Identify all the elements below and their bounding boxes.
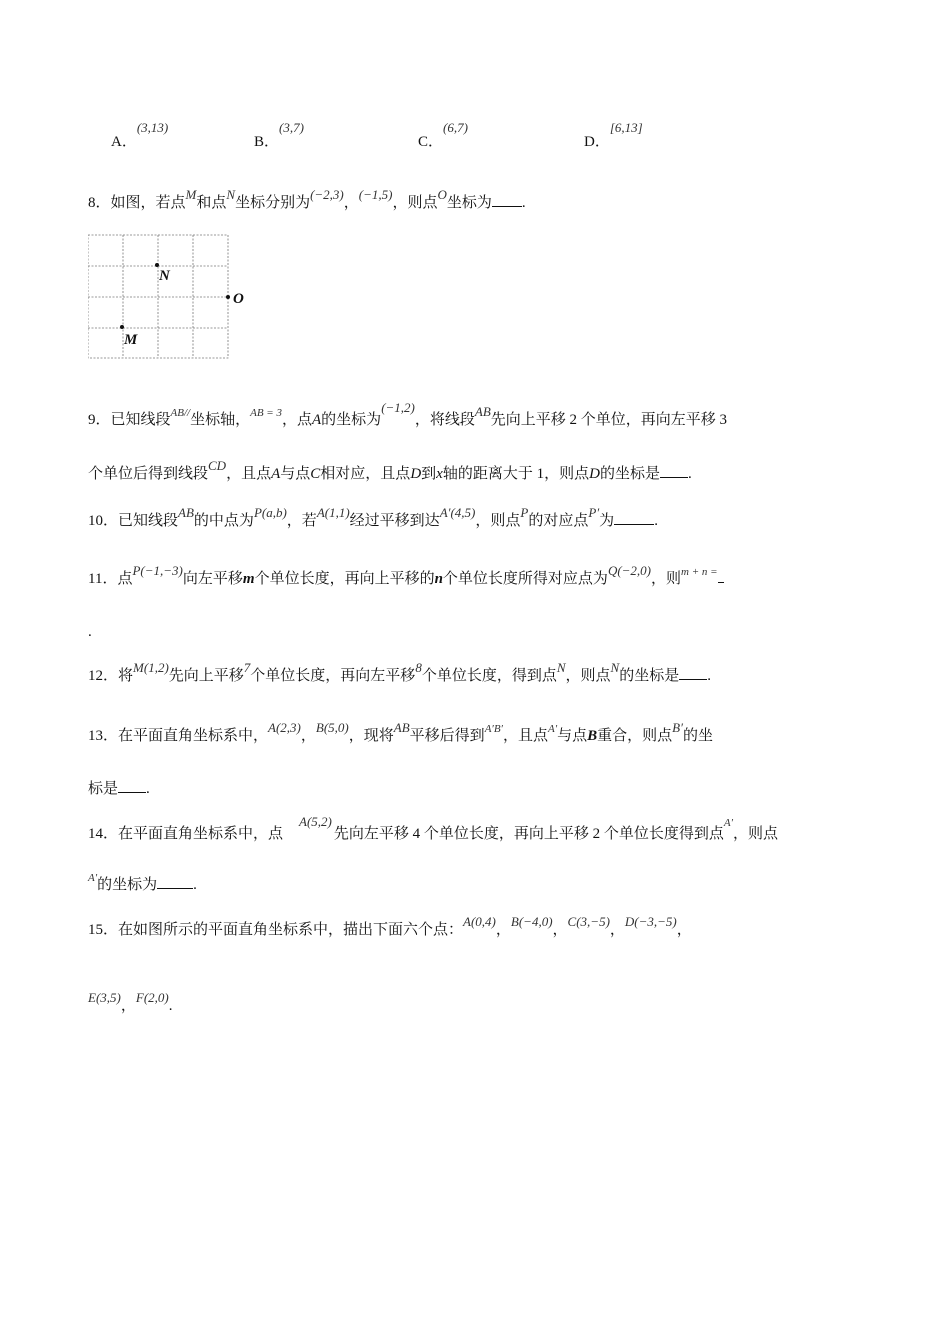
option-a-label: A． — [111, 134, 137, 150]
q9-point-a: A — [312, 412, 322, 428]
q13-ab-prime: A′B′ — [484, 723, 503, 735]
q15-sep: ， — [120, 998, 136, 1014]
point-m-dot — [120, 325, 124, 329]
point-n-dot — [155, 263, 159, 267]
q14-text: 的坐标为 — [97, 877, 158, 893]
q8-answer-blank[interactable] — [492, 192, 522, 207]
q14-text: 在平面直角坐标系中，点 — [118, 826, 284, 842]
q10-text: ，若 — [286, 513, 317, 529]
q9-text: ，点 — [281, 412, 312, 428]
q10-p-coord: P(a,b) — [253, 505, 287, 520]
q8-point-o: O — [437, 187, 447, 202]
q13-number: 13． — [88, 728, 119, 744]
option-a-value: (3,13) — [136, 120, 169, 135]
question-8 — [88, 187, 526, 213]
question-13-line-1 — [88, 720, 713, 747]
q15-sep: ， — [495, 922, 511, 938]
q10-end: . — [654, 513, 658, 529]
q10-answer-blank[interactable] — [614, 510, 654, 525]
q13-text: 平移后得到 — [409, 728, 485, 744]
q9-text: ，且点 — [226, 466, 272, 482]
q15-point-d: D(−3,−5) — [624, 914, 677, 929]
q13-text: 在平面直角坐标系中， — [118, 728, 269, 744]
q15-text: 在如图所示的平面直角坐标系中，描出下面六个点： — [118, 922, 464, 938]
q12-text: ，则点 — [565, 668, 611, 684]
q12-text: 将 — [118, 668, 134, 684]
option-d-label: D． — [584, 134, 610, 150]
q14-point-a-prime: A′ — [723, 817, 734, 829]
q13-point-b: B — [587, 728, 598, 744]
question-12 — [88, 660, 711, 686]
q13-answer-blank[interactable] — [118, 778, 146, 793]
q12-text: 的坐标是 — [619, 668, 680, 684]
q9-text: 已知线段 — [110, 412, 171, 428]
q9-answer-blank[interactable] — [660, 463, 688, 478]
q11-end: . — [88, 624, 92, 640]
q9-point-d: D — [589, 466, 600, 482]
q13-point-b-prime: B′ — [672, 720, 683, 735]
q12-answer-blank[interactable] — [679, 665, 707, 680]
q8-n-coord: (−1,5) — [358, 187, 393, 202]
q14-text: ，则点 — [733, 826, 779, 842]
option-b-label: B． — [254, 134, 280, 150]
q10-text: 的中点为 — [193, 513, 254, 529]
q8-text: 坐标为 — [446, 195, 492, 211]
q11-p-coord: P(−1,−3) — [132, 563, 183, 578]
q13-a-coord: A(2,3) — [268, 720, 301, 735]
q12-end: . — [707, 668, 711, 684]
q9-end: . — [687, 466, 692, 482]
point-o-dot — [226, 295, 230, 299]
q9-text: 个单位后得到线段 — [88, 466, 209, 482]
q9-text: 坐标轴， — [190, 412, 251, 428]
q15-point-e: E(3,5) — [88, 990, 121, 1005]
q13-text: 标是 — [88, 781, 119, 797]
q10-text: 经过平移到达 — [349, 513, 440, 529]
q12-eight: 8 — [415, 660, 422, 675]
q14-a-coord: A(5,2) — [299, 814, 332, 829]
q9-text: 与点 — [280, 466, 311, 482]
q9-cd: CD — [208, 458, 227, 473]
option-b-value: (3,7) — [279, 120, 304, 135]
q14-point-a-prime: A′ — [88, 872, 98, 884]
question-15-line-1 — [88, 914, 692, 940]
q9-point-c: C — [310, 466, 321, 482]
q10-text: ，则点 — [475, 513, 521, 529]
q10-point-p-prime: P′ — [588, 505, 600, 520]
q9-point-d: D — [410, 466, 422, 482]
q11-text: 个单位长度，再向上平移的 — [254, 571, 435, 587]
q10-text: 的对应点 — [528, 513, 589, 529]
q11-text: 向左平移 — [182, 571, 243, 587]
option-d-value: [6,13] — [609, 120, 643, 135]
q8-text: 和点 — [196, 195, 227, 211]
q8-text: 坐标分别为 — [235, 195, 311, 211]
q13-ab: AB — [393, 720, 410, 735]
q15-point-b: B(−4,0) — [510, 914, 553, 929]
option-d — [584, 120, 643, 151]
q11-text: ，则 — [651, 571, 682, 587]
q13-text: ，且点 — [502, 728, 548, 744]
q11-expression: m + n = — [681, 566, 718, 578]
label-m: M — [124, 332, 138, 348]
q11-q-coord: Q(−2,0) — [607, 563, 652, 578]
q12-point-n: N — [610, 660, 620, 675]
q9-text: 的坐标为 — [321, 412, 382, 428]
q11-n: n — [434, 571, 443, 587]
question-9-line-1 — [88, 400, 728, 431]
q11-text: 点 — [117, 571, 133, 587]
q9-a-coord: (−1,2) — [381, 400, 415, 415]
q12-number: 12． — [88, 668, 119, 684]
question-14-line-1 — [88, 814, 779, 845]
option-c — [418, 120, 468, 151]
q13-text: 的坐 — [682, 728, 713, 744]
q12-text: 个单位长度，得到点 — [421, 668, 557, 684]
question-14-line-2 — [88, 874, 197, 896]
question-11-end — [88, 622, 92, 642]
q9-text: 到 — [421, 466, 437, 482]
q12-seven: 7 — [243, 660, 251, 675]
q8-text: 如图，若点 — [110, 195, 186, 211]
q9-ab-length: AB = 3 — [250, 407, 282, 419]
q8-text: ，则点 — [392, 195, 438, 211]
q9-ab-parallel: AB// — [170, 407, 191, 419]
label-n: N — [159, 268, 170, 284]
q14-number: 14． — [88, 826, 119, 842]
q10-text: 已知线段 — [118, 513, 179, 529]
q8-end: . — [521, 195, 526, 211]
q14-text: 先向左平移 4 个单位长度，再向上平移 2 个单位长度得到点 — [333, 826, 724, 842]
q11-text: 个单位长度所得对应点为 — [442, 571, 608, 587]
q15-sep: ， — [609, 922, 625, 938]
q15-point-f: F(2,0) — [135, 990, 169, 1005]
q13-point-a-prime: A′ — [547, 723, 558, 735]
q15-sep: ， — [552, 922, 568, 938]
q15-point-c: C(3,−5) — [567, 914, 610, 929]
q10-a-prime-coord: A′(4,5) — [439, 505, 476, 520]
q10-number: 10． — [88, 513, 119, 529]
q13-end: . — [146, 781, 150, 797]
q15-end: . — [168, 998, 173, 1014]
q11-number: 11． — [88, 571, 118, 587]
q11-m: m — [242, 571, 255, 587]
q10-a-coord: A(1,1) — [316, 505, 350, 520]
option-a — [111, 120, 169, 151]
q9-text: 轴的距离大于 1，则点 — [442, 466, 590, 482]
q13-comma: ， — [300, 728, 316, 744]
question-11 — [88, 563, 724, 590]
q12-point-n: N — [556, 660, 566, 675]
q10-point-p: P — [520, 505, 529, 520]
grid-figure-svg — [88, 234, 258, 364]
question-15-line-2 — [88, 990, 173, 1016]
q11-answer-blank[interactable] — [718, 568, 724, 583]
q13-text: 重合，则点 — [597, 728, 673, 744]
q14-answer-blank[interactable] — [157, 874, 193, 889]
q9-text: ，将线段 — [414, 412, 475, 428]
q9-text: 先向上平移 2 个单位，再向左平移 3 — [490, 412, 728, 428]
q8-point-m: M — [185, 187, 197, 202]
question-9-line-2 — [88, 458, 692, 484]
q8-m-coord: (−2,3) — [310, 187, 344, 202]
option-b — [254, 120, 304, 151]
q12-m-coord: M(1,2) — [133, 660, 169, 675]
option-c-value: (6,7) — [443, 120, 468, 135]
q15-point-a: A(0,4) — [463, 914, 496, 929]
q12-text: 个单位长度，再向左平移 — [250, 668, 416, 684]
q10-ab: AB — [178, 505, 194, 520]
grid-figure — [88, 234, 258, 364]
q9-ab: AB — [474, 404, 491, 419]
question-10 — [88, 505, 658, 531]
q9-text: 的坐标是 — [599, 466, 660, 482]
q8-point-n: N — [226, 187, 236, 202]
q8-comma: ， — [343, 195, 359, 211]
q13-text: 与点 — [557, 728, 588, 744]
q9-text: 相对应，且点 — [320, 466, 411, 482]
q9-point-a: A — [271, 466, 281, 482]
q9-number: 9． — [88, 412, 111, 428]
q9-x-axis: x — [436, 466, 443, 482]
q14-end: . — [193, 877, 197, 893]
question-13-line-2 — [88, 778, 150, 799]
q13-text: ，现将 — [348, 728, 394, 744]
option-c-label: C． — [418, 134, 444, 150]
q8-number: 8． — [88, 195, 111, 211]
label-o: O — [233, 291, 244, 307]
q10-text: 为 — [599, 513, 615, 529]
q15-sep: ， — [676, 922, 692, 938]
q15-number: 15． — [88, 922, 119, 938]
q12-text: 先向上平移 — [168, 668, 244, 684]
q13-b-coord: B(5,0) — [315, 720, 349, 735]
